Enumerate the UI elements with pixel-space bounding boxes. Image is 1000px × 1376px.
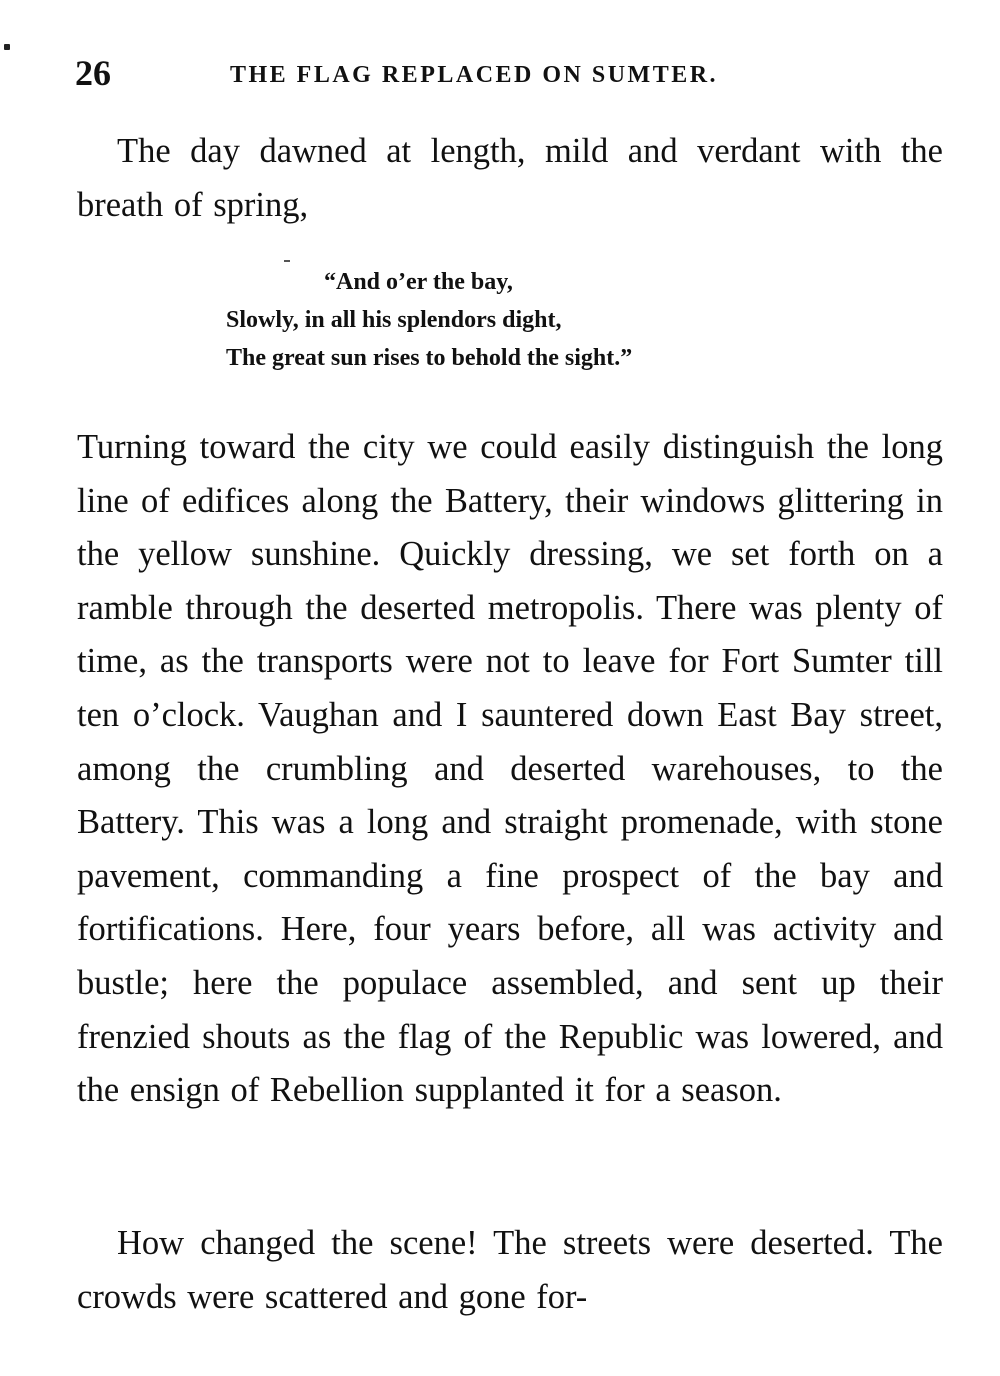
paragraph-opening: The day dawned at length, mild and verdant with the breath of spring, xyxy=(77,132,943,224)
running-title: THE FLAG REPLACED ON SUMTER. xyxy=(230,62,719,88)
verse-quotation xyxy=(226,263,632,377)
verse-line-2: Slowly, in all his splendors dight, xyxy=(226,307,562,333)
stray-ink-mark xyxy=(4,44,10,50)
paragraph-battery: Turning toward the city we could easily distinguish the long line of edifices along the Battery, their windows glittering in the yellow sunshine. Quickly dressing, we set forth on a ramble through the deserted metropolis. There was plenty of time, as the transports were not to leave for Fort Sumter till ten o’clock. Vaughan and I sauntered down East Bay street, among the crumbling and deserted warehouses, to the Battery. This was a long and straight promenade, with stone pavement, commanding a fine prospect of the bay and fortifications. Here, four years before, all was activity and bustle; here the populace assembled, and sent up their frenzied shouts as the flag of the Republic was lowered, and the ensign of Rebellion supplanted it for a season. xyxy=(77,428,943,1110)
verse-line-1: “And o’er the bay, xyxy=(324,269,513,295)
verse-line-3: The great sun rises to behold the sight.” xyxy=(226,345,633,371)
page-number: 26 xyxy=(75,53,111,93)
page-header xyxy=(75,48,945,98)
paragraph-changed-scene: How changed the scene! The streets were deserted. The crowds were scattered and gone for- xyxy=(77,1224,943,1316)
verse-dash-mark xyxy=(284,260,290,262)
